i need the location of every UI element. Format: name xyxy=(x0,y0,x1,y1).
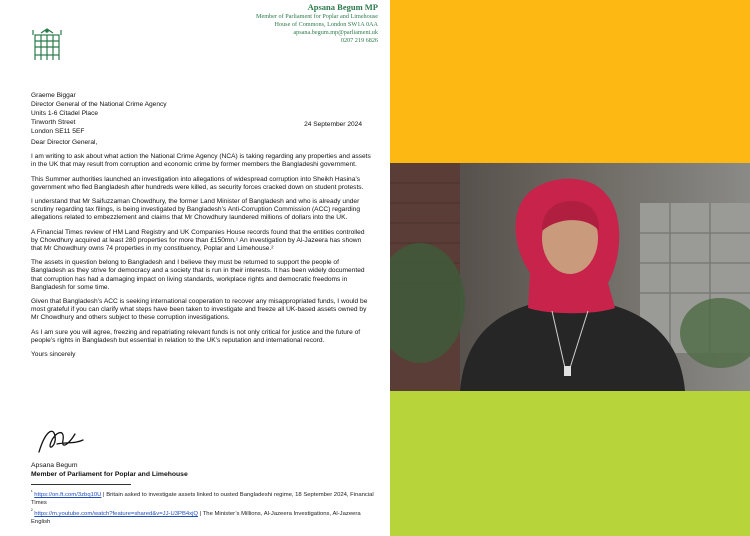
address-line: Tinworth Street xyxy=(31,118,76,126)
handwritten-signature xyxy=(35,422,85,462)
letterhead-block xyxy=(178,2,378,45)
signer-title: Member of Parliament for Poplar and Limehouse xyxy=(31,470,188,478)
closing: Yours sincerely xyxy=(31,351,76,359)
portrait-illustration xyxy=(390,163,750,391)
body-paragraph: The assets in question belong to Bangladesh and I believe they must be returned to support the people of Bangladesh as they strive for democracy and a society that is run in their interests. It has been widely documented that corruption has had a damaging impact on living standards, workplace rights and democratic freedoms in Bangladesh for some time. xyxy=(31,259,365,291)
footnote-link[interactable]: https://on.ft.com/3zbq10U xyxy=(34,491,102,498)
address-line: Graeme Biggar xyxy=(31,92,76,99)
body-paragraph: I understand that Mr Saifuzzaman Chowdhury, the former Land Minister of Bangladesh and who is already under scrutiny regarding tax filings, is being investigated by Bangladesh’s Anti-Corruption Commission (ACC) regarding allegations related to embezzlement and claims that Mr Chowdhury laundered millions of dollars into the UK. xyxy=(31,198,360,222)
letterhead-line: apsana.begum.mp@parliament.uk xyxy=(293,29,378,36)
portcullis-crest-icon xyxy=(32,28,62,62)
footnote-item xyxy=(31,508,376,527)
footnotes xyxy=(31,489,376,527)
letterhead-line: 0207 219 6826 xyxy=(340,37,378,44)
footnote-divider xyxy=(31,484,131,485)
body-paragraph: As I am sure you will agree, freezing and repatriating relevant funds is not only critical for justice and the future of people’s rights in Bangladesh but essential in relation to the UK’s reputation and international record. xyxy=(31,328,361,344)
address-line: Units 1-6 Citadel Place xyxy=(31,109,99,117)
yellow-band xyxy=(390,0,750,163)
mp-name: Apsana Begum MP xyxy=(307,2,378,12)
green-band xyxy=(390,391,750,536)
signer-name: Apsana Begum xyxy=(31,462,78,469)
address-line: London SE11 5EF xyxy=(31,127,85,135)
body-paragraph: This Summer authorities launched an investigation into allegations of widespread corruption into Sheikh Hasina’s government who fled Bangladesh after hundreds were killed, as security forces cracked down on student protests. xyxy=(31,175,364,191)
signature-block xyxy=(31,422,188,479)
letter-body xyxy=(31,139,371,365)
footnote-marker: ² xyxy=(31,508,33,514)
letter-date: 24 September 2024 xyxy=(304,121,362,128)
footnote-link[interactable]: https://m.youtube.com/watch?feature=shared&v=JJ-U3PB4xjQ xyxy=(34,510,198,517)
body-paragraph: A Financial Times review of HM Land Registry and UK Companies House records found that the entities controlled by Chowdhury acquired at least 280 properties for more than £150mn.¹ An investigation by Al-Jazeera has shown that Mr Chowdhury owns 74 properties in my constituency, Poplar and Limehouse.² xyxy=(31,228,365,253)
letterhead-line: House of Commons, London SW1A 0AA xyxy=(274,21,378,28)
letterhead-line: Member of Parliament for Poplar and Limehouse xyxy=(256,13,378,20)
footnote-item xyxy=(31,489,376,508)
portrait-photo xyxy=(390,163,750,391)
footnote-marker: ¹ xyxy=(31,490,33,495)
body-paragraph: I am writing to ask about what action the National Crime Agency (NCA) is taking regarding any properties and assets in the UK that may result from corruption and economic crime by former members the Bangladeshi government. xyxy=(31,153,371,169)
address-line: Director General of the National Crime Agency xyxy=(31,100,167,108)
body-paragraph: Given that Bangladesh’s ACC is seeking international cooperation to recover any misappropriated funds, I would be most grateful if you can clarify what steps have been taken to investigate and freeze all UK-based assets owned by Mr Chowdhury and others subject to these corruption investigations. xyxy=(31,298,368,322)
salutation: Dear Director General, xyxy=(31,139,98,146)
recipient-address xyxy=(31,92,167,137)
footnote-text: | The Minister’s Millions, Al-Jazeera Investigations, Al-Jazeera English xyxy=(31,510,361,525)
portrait-panel xyxy=(390,0,750,536)
footnote-text: | Britain asked to investigate assets linked to ousted Bangladeshi regime, 18 September 2024, Financial Times xyxy=(31,491,374,506)
